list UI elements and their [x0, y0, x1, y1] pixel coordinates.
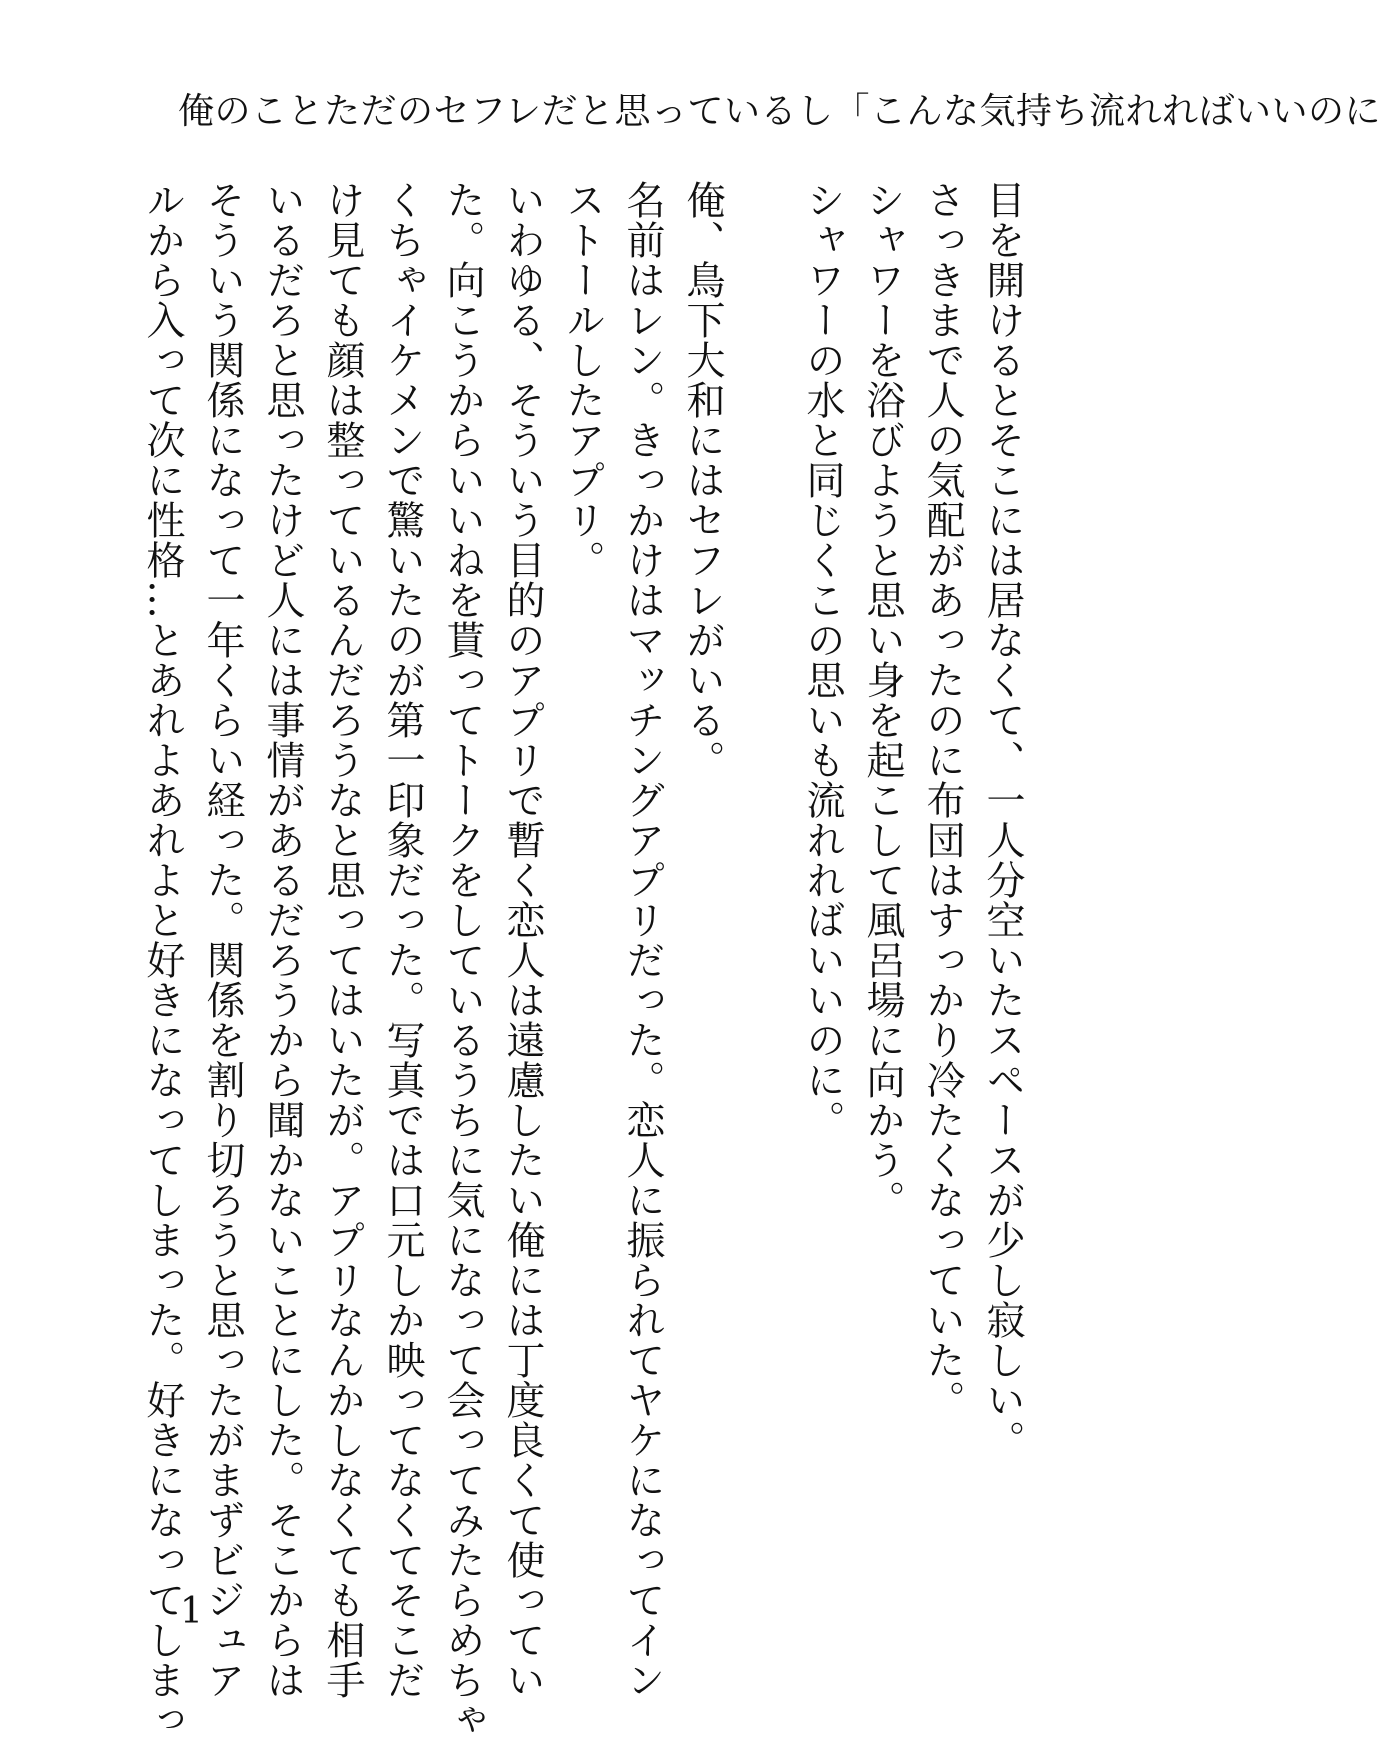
- text-line: た。向こうからいいねを貰ってトークをしているうちに気になって会ってみたらめちゃ: [440, 180, 485, 1740]
- text-line: いるだろと思ったけど人には事情があるだろうから聞かないことにした。そこからは: [260, 180, 305, 1700]
- text-line: シャワーの水と同じくこの思いも流れればいいのに。: [800, 180, 845, 1140]
- text-line: さっきまで人の気配があったのに布団はすっかり冷たくなっていた。: [920, 180, 965, 1420]
- text-line: いわゆる、そういう目的のアプリで暫く恋人は遠慮したい俺には丁度良くて使ってい: [500, 180, 545, 1700]
- page-number: 1: [180, 1591, 203, 1632]
- text-line: シャワーを浴びようと思い身を起こして風呂場に向かう。: [860, 180, 905, 1220]
- text-line: くちゃイケメンで驚いたのが第一印象だった。写真では口元しか映ってなくてそこだ: [380, 180, 425, 1700]
- text-line: 名前はレン。きっかけはマッチングアプリだった。恋人に振られてヤケになってイン: [620, 180, 665, 1700]
- paragraph-break: [732, 180, 792, 1600]
- text-line: ルから入って次に性格…とあれよあれよと好きになってしまった。好きになってしまっ: [140, 180, 185, 1740]
- text-line: ストールしたアプリ。: [560, 180, 605, 580]
- text-line: 目を開けるとそこには居なくて、一人分空いたスペースが少し寂しい。: [980, 180, 1025, 1460]
- text-line: け見ても顔は整っているんだろうなと思ってはいたが。アプリなんかしなくても相手: [320, 180, 365, 1700]
- text-line: 俺、鳥下大和にはセフレがいる。: [680, 180, 725, 780]
- vertical-text-body: [132, 180, 1032, 1740]
- running-header: 俺のことただのセフレだと思っているし「こんな気持ち流れればいいのに: [178, 91, 1381, 132]
- text-line: そういう関係になって一年くらい経った。関係を割り切ろうと思ったがまずビジュア: [200, 180, 245, 1700]
